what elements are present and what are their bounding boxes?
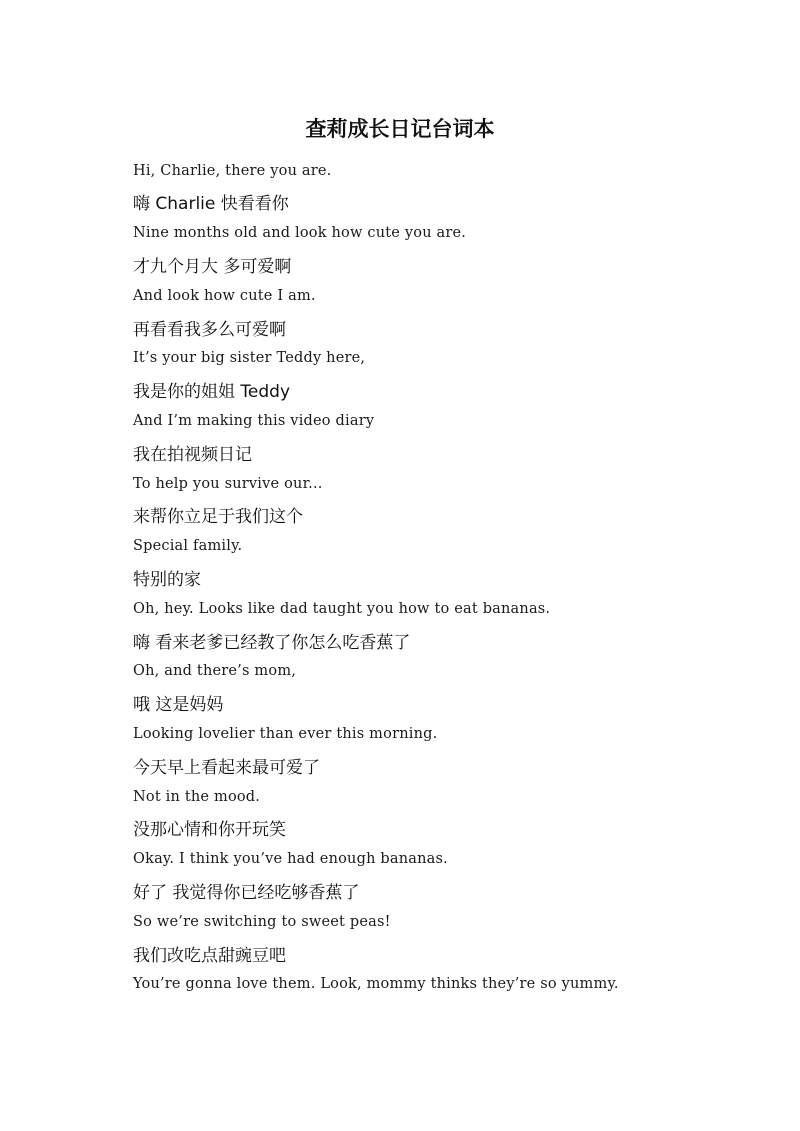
- english-line: To help you survive our...: [133, 475, 323, 492]
- english-line: Not in the mood.: [133, 788, 261, 805]
- chinese-line: 我们改吃点甜豌豆吧: [133, 945, 286, 966]
- chinese-line: 特别的家: [133, 570, 201, 590]
- chinese-line: 我在拍视频日记: [133, 444, 252, 465]
- english-line: Okay. I think you’ve had enough bananas.: [133, 851, 448, 868]
- chinese-line: 哦 这是妈妈: [133, 695, 224, 716]
- document-title: 查莉成长日记台词本: [305, 117, 495, 141]
- english-line: Special family.: [133, 538, 243, 555]
- chinese-line: 好了 我觉得你已经吃够香蕉了: [133, 882, 360, 903]
- chinese-line: 我是你的姐姐 Teddy: [133, 382, 291, 403]
- english-line: Nine months old and look how cute you are.: [133, 225, 467, 242]
- chinese-line: 嗨 Charlie 快看看你: [133, 194, 289, 215]
- english-line: Hi, Charlie, there you are.: [133, 162, 332, 179]
- english-line: Looking lovelier than ever this morning.: [133, 725, 438, 742]
- english-line: Oh, and there’s mom,: [133, 663, 297, 680]
- english-line: And look how cute I am.: [133, 287, 316, 304]
- script-lines: [133, 155, 773, 1000]
- chinese-line: 再看看我多么可爱啊: [133, 319, 286, 340]
- chinese-line: 没那心情和你开玩笑: [133, 820, 286, 841]
- chinese-line: 嗨 看来老爹已经教了你怎么吃香蕉了: [133, 632, 411, 653]
- chinese-line: 今天早上看起来最可爱了: [133, 757, 320, 778]
- english-line: Oh, hey. Looks like dad taught you how to eat bananas.: [133, 600, 551, 617]
- english-line: And I’m making this video diary: [133, 413, 375, 430]
- chinese-line: 来帮你立足于我们这个: [133, 507, 303, 528]
- chinese-line: 才九个月大 多可爱啊: [133, 257, 292, 278]
- english-line: You’re gonna love them. Look, mommy thinks they’re so yummy.: [133, 976, 619, 993]
- english-line: It’s your big sister Teddy here,: [133, 350, 366, 367]
- english-line: So we’re switching to sweet peas!: [133, 913, 391, 930]
